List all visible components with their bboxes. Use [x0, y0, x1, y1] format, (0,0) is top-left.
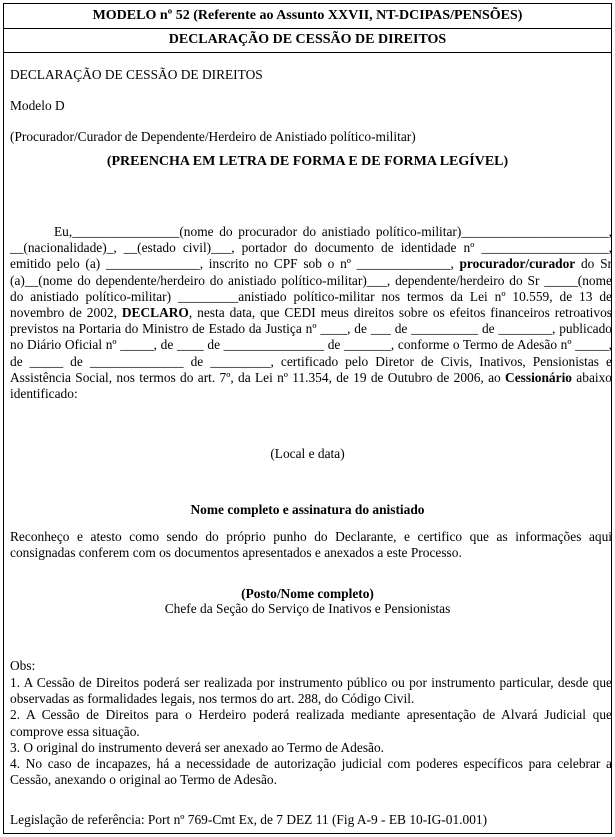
obs-label: Obs: [10, 658, 36, 673]
form-frame [3, 3, 612, 834]
subtitle: (Procurador/Curador de Dependente/Herdeiro de Anistiado político-militar) [10, 129, 416, 144]
form-title: DECLARAÇÃO DE CESSÃO DE DIREITOS [4, 28, 611, 53]
obs-item: 4. No caso de incapazes, há a necessidade de autorização judicial com poderes específicos para celebrar a Cessão, anexando o original ao Termo de Adesão. [10, 756, 612, 788]
obs-item: 2. A Cessão de Direitos para o Herdeiro poderá realizada mediante apresentação de Alvará Judicial que comprove essa situação. [10, 707, 612, 739]
instruction: (PREENCHA EM LETRA DE FORMA E DE FORMA LEGÍVEL) [106, 154, 509, 169]
signature-label: Nome completo e assinatura do anistiado [190, 502, 425, 517]
declaration-bold-cessionario: Cessionário [505, 369, 572, 385]
certification-text: Reconheço e atesto como sendo do próprio punho do Declarante, e certifico que as informações aqui consignadas conferem com os documentos apresentados e anexados a este Processo. [10, 529, 612, 561]
declaration-bold-declaro: DECLARO [121, 305, 189, 321]
declaration-bold-role: procurador/curador [459, 256, 576, 272]
model-header: MODELO nº 52 (Referente ao Assunto XXVII, NT-DCIPAS/PENSÕES) [4, 4, 611, 29]
obs-list [10, 675, 612, 788]
declaration-text-3: , nesta data, que CEDI meus direitos sobre os efeitos financeiros retroativos previstos na Portaria do Ministro de Estado da Justiça nº ____, de ___ de __________ de ________, publicado no Diário Oficial nº _____, de ____ de _______________ de _______, conforme o Termo de Adesão nº _____, de _____ de ______________ de _________, certificado pelo Diretor de Civis, Inativos, Pensionistas e Assistência Social, nos termos do art. 7º, da Lei nº 11.354, de 19 de Outubro de 2006, ao [10, 305, 612, 385]
declaration-text-1: Eu,________________(nome do procurador do anistiado político-militar)______________________, __(nacionalidade)_, __(estado civil)___, portador do documento de identidade nº ___________________, emitido pelo (a) ______________, inscrito no CPF sob o nº ______________, [10, 224, 612, 272]
officer-name: (Posto/Nome completo) [241, 586, 374, 601]
declaration-paragraph [10, 224, 612, 402]
place-date: (Local e data) [270, 446, 345, 461]
model-label: Modelo D [10, 98, 65, 113]
officer-role: Chefe da Seção do Serviço de Inativos e Pensionistas [164, 601, 451, 616]
doc-title: DECLARAÇÃO DE CESSÃO DE DIREITOS [10, 67, 263, 82]
declaration-text-4: abaixo identificado: [10, 369, 612, 402]
obs-item: 3. O original do instrumento deverá ser anexado ao Termo de Adesão. [10, 739, 385, 755]
obs-item: 1. A Cessão de Direitos poderá ser realizada por instrumento público ou por instrumento particular, desde que observadas as formalidades legais, nos termos do art. 288, do Código Civil. [10, 675, 612, 707]
declaration-text-2: do Sr (a)__(nome do dependente/herdeiro do anistiado político-militar)___, dependente/herdeiro do Sr _____(nome do anistiado político-militar) _________anistiado político-militar nos termos da Lei nº 10.559, de 13 de novembro de 2002, [10, 256, 612, 321]
legislation-reference: Legislação de referência: Port nº 769-Cmt Ex, de 7 DEZ 11 (Fig A-9 - EB 10-IG-01.001) [10, 812, 488, 827]
